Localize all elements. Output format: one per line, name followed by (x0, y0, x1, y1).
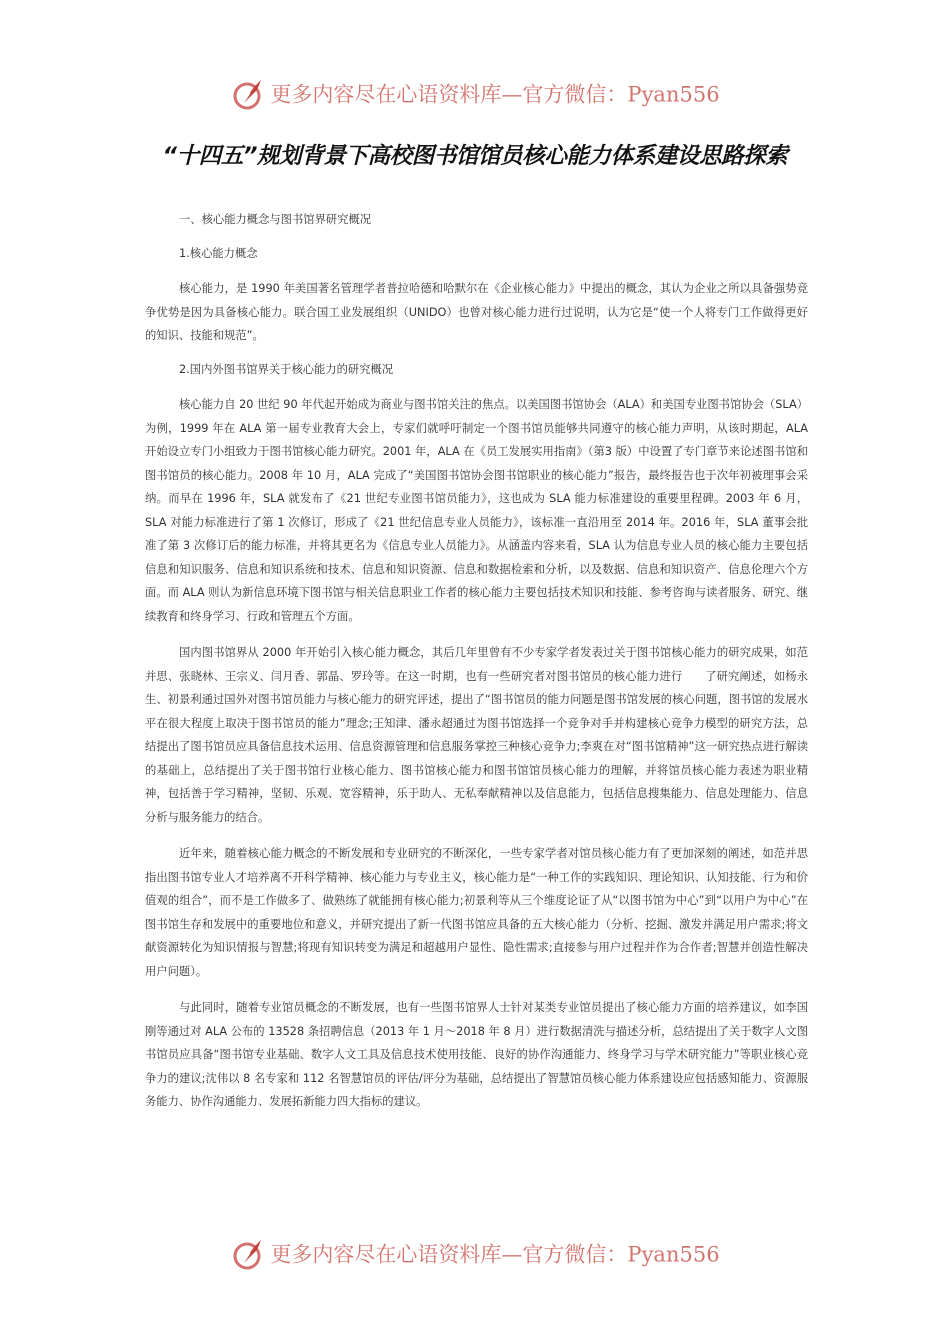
footer-watermark-banner (0, 1235, 950, 1271)
subsection-heading: 1.核心能力概念 (179, 246, 258, 260)
paragraph: 核心能力，是 1990 年美国著名管理学者普拉哈德和哈默尔在《企业核心能力》中提出的概念，其认为企业之所以具备强势竞争优势是因为具备核心能力。联合国工业发展组织（UNIDO）也曾对核心能力进行过说明，认为它是“使一个人将专门工作做得更好的知识、技能和规范”。 (145, 282, 808, 342)
document-body (145, 208, 808, 1114)
banner-text: 更多内容尽在心语资料库—官方微信：Pyan556 (270, 1242, 720, 1267)
quill-logo-icon (230, 1237, 268, 1273)
paragraph: 近年来，随着核心能力概念的不断发展和专业研究的不断深化，一些专家学者对馆员核心能力有了更加深刻的阐述，如范并思指出图书馆专业人才培养离不开科学精神、核心能力与专业主义，核心能力是“一种工作的实践知识、理论知识、认知技能、行为和价值观的组合”，而不是工作做多了、做熟练了就能拥有核心能力;初景利等从三个维度论证了从“以图书馆为中心”到“以用户为中心”在图书馆生存和发展中的重要地位和意义，并研究提出了新一代图书馆应具备的五大核心能力（分析、挖掘、激发并满足用户需求;将文献资源转化为知识情报与智慧;将现有知识转变为满足和超越用户显性、隐性需求;直接参与用户过程并作为合作者;智慧并创造性解决用户问题）。 (145, 847, 808, 978)
paragraph: 核心能力自 20 世纪 90 年代起开始成为商业与图书馆关注的焦点。以美国图书馆协会（ALA）和美国专业图书馆协会（SLA）为例，1999 年在 ALA 第一届专业教育大会上，专家们就呼吁制定一个图书馆员能够共同遵守的核心能力声明，从该时期起，ALA 开始设立专门小组致力于图书馆核心能力研究。2001 年，ALA 在《员工发展实用指南》（第3 版）中设置了专门章节来论述图书馆和图书馆员的核心能力。2008 年 10 月，ALA 完成了“美国图书馆协会图书馆职业的核心能力”报告，最终报告也于次年初被理事会采纳。而早在 1996 年，SLA 就发布了《21 世纪专业图书馆员能力》，这也成为 SLA 能力标准建设的重要里程碑。2003 年 6 月，SLA 对能力标准进行了第 1 次修订，形成了《21 世纪信息专业人员能力》，该标准一直沿用至 2014 年。2016 年，SLA 董事会批准了第 3 次修订后的能力标准，并将其更名为《信息专业人员能力》。从涵盖内容来看，SLA 认为信息专业人员的核心能力主要包括信息和知识服务、信息和知识系统和技术、信息和知识资源、信息和数据检索和分析，以及数据、信息和知识资产、信息伦理六个方面。而 ALA 则认为新信息环境下图书馆与相关信息职业工作者的核心能力主要包括技术知识和技能、参考咨询与读者服务、研究、继续教育和终身学习、行政和管理五个方面。 (145, 398, 808, 623)
paragraph: 与此同时，随着专业馆员概念的不断发展，也有一些图书馆界人士针对某类专业馆员提出了核心能力方面的培养建议，如李国刚等通过对 ALA 公布的 13528 条招聘信息（2013 年 1 月～2018 年 8 月）进行数据清洗与描述分析，总结提出了关于数字人文图书馆员应具备“图书馆专业基础、数字人文工具及信息技术使用技能、良好的协作沟通能力、终身学习与学术研究能力”等职业核心竞争力的建议;沈伟以 8 名专家和 112 名智慧馆员的评估/评分为基础，总结提出了智慧馆员核心能力体系建设应包括感知能力、资源服务能力、协作沟通能力、发展拓新能力四大指标的建议。 (145, 1001, 808, 1108)
subsection-heading: 2.国内外图书馆界关于核心能力的研究概况 (179, 362, 394, 376)
document-title: “十四五”规划背景下高校图书馆馆员核心能力体系建设思路探索 (162, 143, 788, 169)
banner-text: 更多内容尽在心语资料库—官方微信：Pyan556 (270, 82, 720, 107)
paragraph: 国内图书馆界从 2000 年开始引入核心能力概念，其后几年里曾有不少专家学者发表过关于图书馆核心能力的研究成果，如范并思、张晓林、王宗义、闫月香、郭晶、罗玲等。在这一时期，也有一些研究者对图书馆员的核心能力进行 了研究阐述，如杨永生、初景利通过国外对图书馆员能力与核心能力的研究评述，提出了“图书馆员的能力问题是图书馆发展的核心问题，图书馆的发展水平在很大程度上取决于图书馆员的能力”理念;王知津、潘永超通过为图书馆选择一个竞争对手并构建核心竞争力模型的研究方法，总结提出了图书馆员应具备信息技术运用、信息资源管理和信息服务掌控三种核心竞争力;李爽在对“图书馆精神”这一研究热点进行解读的基础上，总结提出了关于图书馆行业核心能力、图书馆核心能力和图书馆馆员核心能力的理解，并将馆员核心能力表述为职业精神，包括善于学习精神，坚韧、乐观、宽容精神，乐于助人、无私奉献精神以及信息能力，包括信息搜集能力、信息处理能力、信息分析与服务能力的结合。 (145, 646, 808, 824)
header-watermark-banner (0, 75, 950, 111)
quill-logo-icon (230, 77, 268, 113)
section-heading: 一、核心能力概念与图书馆界研究概况 (179, 213, 372, 226)
